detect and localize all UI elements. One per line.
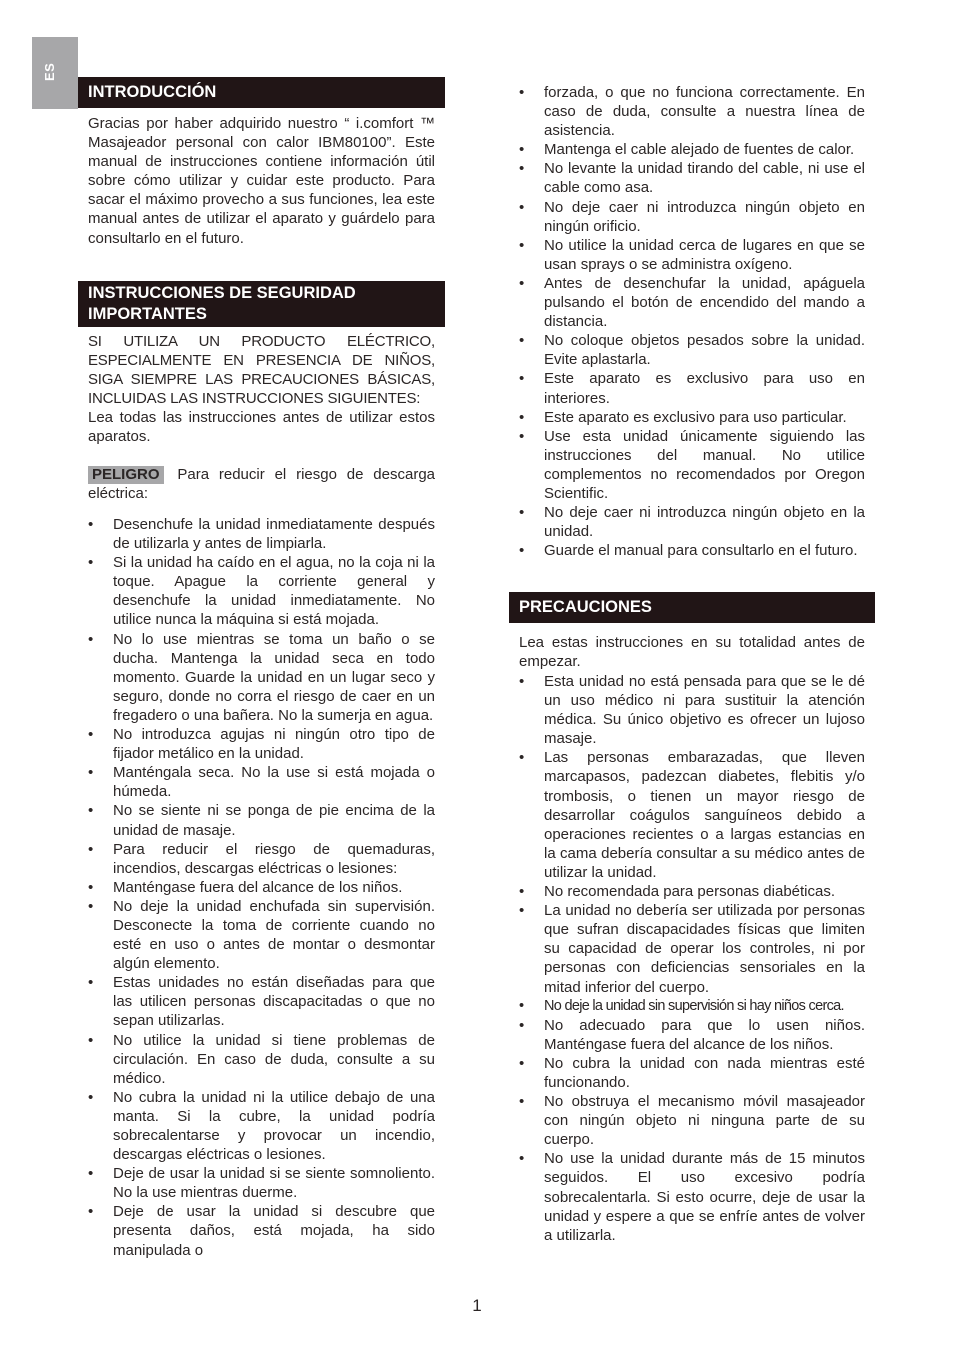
list-item: • Manténgala seca. No la use si está mojada o húmeda. xyxy=(88,763,435,801)
list-item: • No se siente ni se ponga de pie encima de la unidad de masaje. xyxy=(88,801,435,839)
list-item: • Las personas embarazadas, que lleven marcapasos, padezcan diabetes, flebitis y/o trombosis, o tienen un mayor riesgo de desarrollar coágulos sanguíneos debido a operaciones recientes o a largas estancias en la cama debería consultar a su médico antes de utilizar la unidad. xyxy=(519,748,865,882)
list-item: • La unidad no debería ser utilizada por personas que sufran discapacidades físicas que limiten su capacidad de operar los controles, ni por personas con deficiencias sensoriales en la mitad inferior del cuerpo. xyxy=(519,901,865,996)
list-item: • Desenchufe la unidad inmediatamente después de utilizarla y antes de limpiarla. xyxy=(88,515,435,553)
intro-text: Gracias por haber adquirido nuestro “ i.comfort ™ Masajeador personal con calor IBM80100”. Este manual de instrucciones contiene información útil sobre cómo utilizar y cuidar este producto. Para sacar el máximo provecho a sus funciones, lea este manual antes de utilizar el aparato y guárdelo para consultarlo en el futuro. xyxy=(88,115,435,247)
safety-list-continued xyxy=(519,83,865,560)
danger-note xyxy=(88,465,435,503)
list-item: • Manténgase fuera del alcance de los niños. xyxy=(88,878,435,897)
list-item: • Deje de usar la unidad si se siente somnoliento. No la use mientras duerme. xyxy=(88,1164,435,1202)
precautions-heading: PRECAUCIONES xyxy=(509,592,875,623)
list-item: • No coloque objetos pesados sobre la unidad. Evite aplastarla. xyxy=(519,331,865,369)
page-number: 1 xyxy=(472,1296,482,1315)
list-item: • Este aparato es exclusivo para uso particular. xyxy=(519,408,865,427)
list-item: • Mantenga el cable alejado de fuentes de calor. xyxy=(519,140,865,159)
list-item: • Si la unidad ha caído en el agua, no la coja ni la toque. Apague la corriente general y desenchufe la unidad inmediatamente. No utilice nunca la máquina si está mojada. xyxy=(88,553,435,629)
language-tab xyxy=(32,37,78,109)
list-item: • No deje la unidad sin supervisión si hay niños cerca. xyxy=(519,997,865,1016)
list-item: • Deje de usar la unidad si descubre que presenta daños, está mojada, ha sido manipulada o xyxy=(88,1202,435,1259)
list-item: • No obstruya el mecanismo móvil masajeador con ningún objeto ni ninguna parte de su cuerpo. xyxy=(519,1092,865,1149)
safety-caps-text: SI UTILIZA UN PRODUCTO ELÉCTRICO, ESPECIALMENTE EN PRESENCIA DE NIÑOS, SIGA SIEMPRE LAS PRECAUCIONES BÁSICAS, INCLUIDAS LAS INSTRUCCIONES SIGUIENTES: xyxy=(88,333,435,408)
safety-list xyxy=(88,515,435,1260)
safety-heading xyxy=(78,281,445,327)
list-item: • No adecuado para que lo usen niños. Manténgase fuera del alcance de los niños. xyxy=(519,1016,865,1054)
list-item: • No use la unidad durante más de 15 minutos seguidos. El uso excesivo podría sobrecalentarla. Si esto ocurre, deje de usar la unidad y espere a que se enfríe antes de volver a utilizarla. xyxy=(519,1149,865,1244)
safety-heading-line2: IMPORTANTES xyxy=(88,305,207,323)
precautions-intro: Lea estas instrucciones en su totalidad antes de empezar. xyxy=(519,634,865,671)
danger-badge: PELIGRO xyxy=(88,466,164,484)
list-item: • No levante la unidad tirando del cable, ni use el cable como asa. xyxy=(519,159,865,197)
list-item: • No utilice la unidad si tiene problemas de circulación. En caso de duda, consulte a su médico. xyxy=(88,1031,435,1088)
list-item: • No cubra la unidad ni la utilice debajo de una manta. Si la cubre, la unidad podría sobrecalentarse y provocar un incendio, descargas eléctricas o lesiones. xyxy=(88,1088,435,1164)
intro-heading: INTRODUCCIÓN xyxy=(78,77,445,108)
danger-text: Para reducir el riesgo de descarga eléctrica: xyxy=(88,466,435,503)
continued-text: forzada, o que no funciona correctamente. En caso de duda, consulte a nuestra línea de asistencia. xyxy=(544,84,865,140)
list-item: • Para reducir el riesgo de quemaduras, incendios, descargas eléctricas o lesiones: xyxy=(88,840,435,878)
list-item: • Estas unidades no están diseñadas para que las utilicen personas discapacitadas o que no sepan utilizarlas. xyxy=(88,973,435,1030)
precautions-list xyxy=(519,672,865,1245)
list-item: • No utilice la unidad cerca de lugares en que se usan sprays o se administra oxígeno. xyxy=(519,236,865,274)
language-tab-label: ES xyxy=(42,62,57,81)
list-item: • Antes de desenchufar la unidad, apáguela pulsando el botón de encendido del mando a distancia. xyxy=(519,274,865,331)
list-item: • No introduzca agujas ni ningún otro tipo de fijador metálico en la unidad. xyxy=(88,725,435,763)
list-item: • No cubra la unidad con nada mientras esté funcionando. xyxy=(519,1054,865,1092)
list-item: • Este aparato es exclusivo para uso en interiores. xyxy=(519,369,865,407)
list-item: • No lo use mientras se toma un baño o se ducha. Mantenga la unidad seca en todo momento. Guarde la unidad en un lugar seco y seguro, donde no corra el riesgo de caer en un fregadero o una bañera. No la sumerja en agua. xyxy=(88,630,435,725)
list-item: • No deje la unidad enchufada sin supervisión. Desconecte la toma de corriente cuando no esté en uso o antes de montar o desmontar algún elemento. xyxy=(88,897,435,973)
safety-heading-line1: INSTRUCCIONES DE SEGURIDAD xyxy=(88,284,356,302)
list-item-continued xyxy=(519,83,865,140)
list-item: • No recomendada para personas diabéticas. xyxy=(519,882,865,901)
list-item: • Guarde el manual para consultarlo en el futuro. xyxy=(519,541,865,560)
list-item: • Use esta unidad únicamente siguiendo las instrucciones del manual. No utilice complementos no recomendados por Oregon Scientific. xyxy=(519,427,865,503)
list-item: • No deje caer ni introduzca ningún objeto en la unidad. xyxy=(519,503,865,541)
safety-read-text: Lea todas las instrucciones antes de utilizar estos aparatos. xyxy=(88,409,435,446)
list-item: • Esta unidad no está pensada para que se le dé un uso médico ni para sustituir la atención médica. Su único objetivo es ofrecer un lujoso masaje. xyxy=(519,672,865,748)
list-item: • No deje caer ni introduzca ningún objeto en ningún orificio. xyxy=(519,198,865,236)
